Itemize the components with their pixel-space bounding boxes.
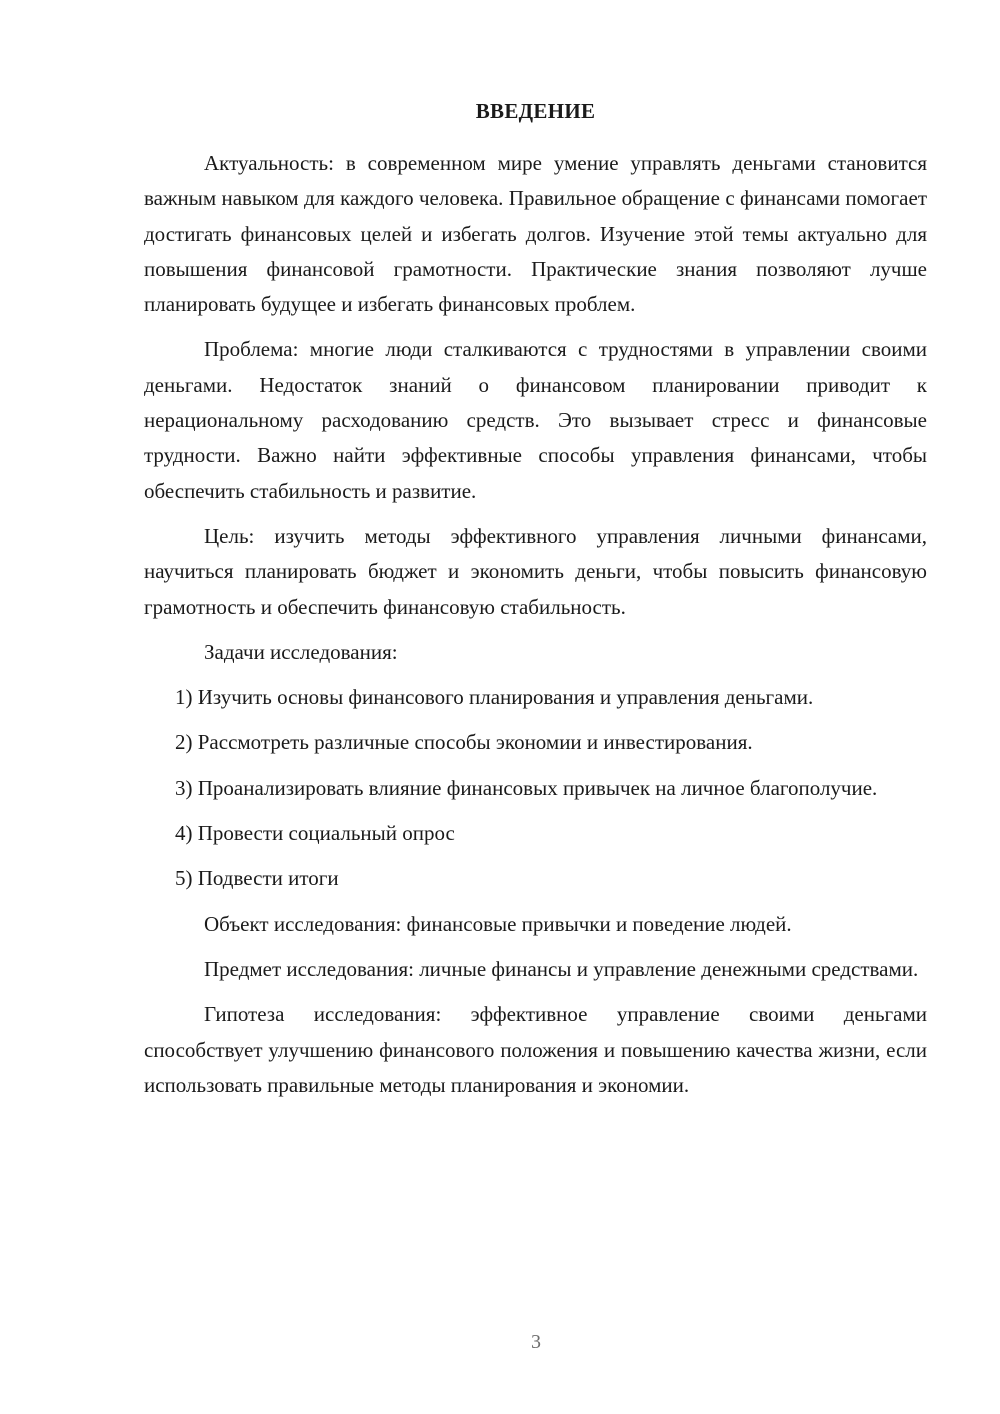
paragraph-relevance: Актуальность: в современном мире умение управлять деньгами становится важным навыком для каждого человека. Правильное обращение с финансами помогает достигать финансовых целей и избегать долгов. Изучение этой темы актуально для повышения финансовой грамотности. Практические знания позволяют лучше планировать будущее и избегать финансовых проблем. [144, 151, 927, 317]
list-item: 1) Изучить основы финансового планирования и управления деньгами. [175, 685, 814, 710]
page-number: 3 [531, 1331, 541, 1353]
list-item: 5) Подвести итоги [175, 866, 339, 891]
list-item: 4) Провести социальный опрос [175, 821, 455, 846]
paragraph-problem: Проблема: многие люди сталкиваются с трудностями в управлении своими деньгами. Недостаток знаний о финансовом планировании приводит к нерациональному расходованию средств. Это вызывает стресс и финансовые трудности. Важно найти эффективные способы управления финансами, чтобы обеспечить стабильность и развитие. [144, 337, 927, 503]
list-item: 3) Проанализировать влияние финансовых привычек на личное благополучие. [175, 775, 878, 800]
tasks-list [144, 680, 927, 896]
page-title: ВВЕДЕНИЕ [475, 99, 596, 123]
tasks-heading: Задачи исследования: [204, 639, 398, 664]
paragraph-goal: Цель: изучить методы эффективного управления личными финансами, научиться планировать бюджет и экономить деньги, чтобы повысить финансовую грамотность и обеспечить финансовую стабильность. [144, 523, 927, 619]
list-item: 2) Рассмотреть различные способы экономии и инвестирования. [175, 730, 753, 755]
document-page [144, 96, 927, 1113]
paragraph-object: Объект исследования: финансовые привычки и поведение людей. [204, 911, 792, 936]
paragraph-subject: Предмет исследования: личные финансы и управление денежными средствами. [204, 956, 919, 981]
paragraph-hypothesis: Гипотеза исследования: эффективное управление своими деньгами способствует улучшению финансового положения и повышению качества жизни, если использовать правильные методы планирования и экономии. [144, 1002, 927, 1097]
